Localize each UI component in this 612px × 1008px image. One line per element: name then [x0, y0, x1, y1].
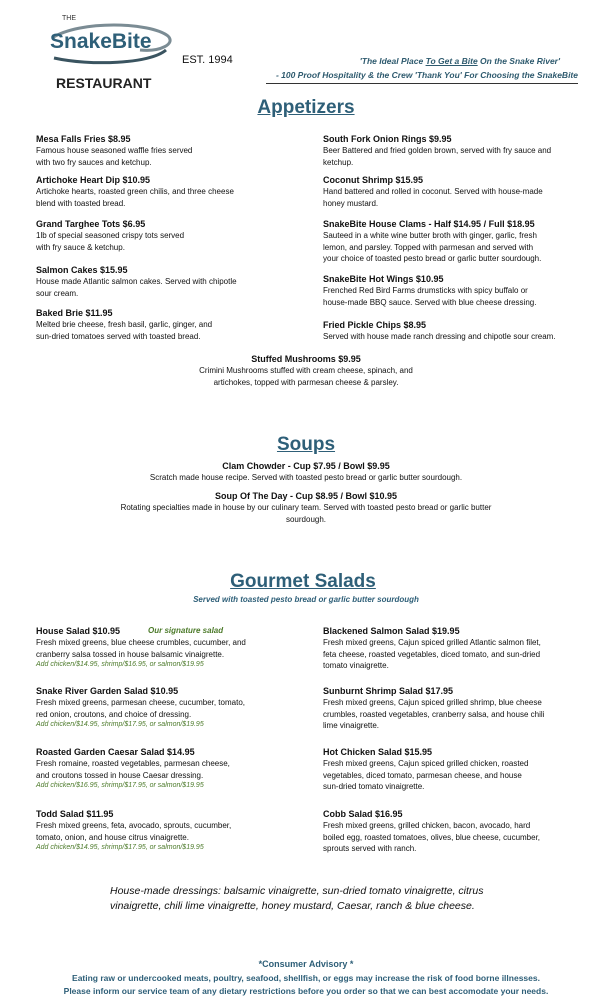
- advisory-line-1: Eating raw or undercooked meats, poultry, seafood, shellfish, or eggs may increase the risk of food borne illnesses.: [72, 973, 540, 983]
- menu-item: Grand Targhee Tots $6.95 1lb of special seasoned crispy tots served with fry sauce & ketchup.: [36, 219, 185, 252]
- menu-item: Soup Of The Day - Cup $8.95 / Bowl $10.95 Rotating specialties made in house by our culinary team. Served with toasted pesto bread or garlic butter sourdough.: [120, 491, 492, 524]
- restaurant-logo: [40, 8, 180, 92]
- menu-item: South Fork Onion Rings $9.95 Beer Battered and fried golden brown, served with fry sauce and ketchup.: [323, 134, 552, 167]
- advisory-title: *Consumer Advisory *: [258, 959, 354, 969]
- menu-item: Roasted Garden Caesar Salad $14.95 Fresh romaine, roasted vegetables, parmesan cheese, and croutons tossed in house Caesar dressing. Add chicken/$16.95, shrimp/$17.95, or salmon/$19.95: [36, 747, 230, 789]
- salads-subtitle: Served with toasted pesto bread or garlic butter sourdough: [193, 595, 419, 604]
- menu-item: Cobb Salad $16.95 Fresh mixed greens, grilled chicken, bacon, avocado, hard boiled egg, roasted tomatoes, olives, blue cheese, cucumber, sprouts served with ranch.: [323, 809, 541, 853]
- menu-item: Stuffed Mushrooms $9.95 Crimini Mushrooms stuffed with cream cheese, spinach, and artichokes, topped with parmesan cheese & parsley.: [199, 354, 413, 387]
- menu-item: Baked Brie $11.95 Melted brie cheese, fresh basil, garlic, ginger, and sun-dried tomatoes served with toasted bread.: [36, 308, 213, 341]
- menu-item: Clam Chowder - Cup $7.95 / Bowl $9.95 Scratch made house recipe. Served with toasted pesto bread or garlic butter sourdough.: [149, 461, 463, 482]
- menu-item: Sunburnt Shrimp Salad $17.95 Fresh mixed greens, Cajun spiced grilled shrimp, blue cheese crumbles, roasted vegetables, cranberry salsa, and house chili lime vinaigrette.: [323, 686, 545, 730]
- menu-item: Fried Pickle Chips $8.95 Served with house made ranch dressing and chipotle sour cream.: [323, 320, 556, 341]
- menu-item: Artichoke Heart Dip $10.95 Artichoke hearts, roasted green chilis, and three cheese blend with toasted bread.: [36, 175, 234, 208]
- menu-item: Blackened Salmon Salad $19.95 Fresh mixed greens, Cajun spiced grilled Atlantic salmon filet, feta cheese, roasted vegetables, diced tomato, and sun-dried tomato vinaigrette.: [323, 626, 541, 670]
- established-year: EST. 1994: [182, 54, 233, 66]
- dressings-note: House-made dressings: balsamic vinaigrette, sun-dried tomato vinaigrette, citrus vinaigrette, chili lime vinaigrette, honey mustard, Caesar, ranch & blue cheese.: [110, 885, 484, 912]
- salads-heading: Gourmet Salads: [230, 571, 376, 592]
- menu-item: Salmon Cakes $15.95 House made Atlantic salmon cakes. Served with chipotle sour cream.: [36, 265, 237, 298]
- menu-item: Snake River Garden Salad $10.95 Fresh mixed greens, parmesan cheese, cucumber, tomato, red onion, croutons, and choice of dressing. Add chicken/$14.95, shrimp/$17.95, or salmon/$19.95: [36, 686, 245, 728]
- logo-name-text: SnakeBite: [50, 30, 152, 53]
- menu-item: SnakeBite Hot Wings $10.95 Frenched Red Bird Farms drumsticks with spicy buffalo or house-made BBQ sauce. Served with blue cheese dressing.: [323, 274, 537, 307]
- menu-item: Todd Salad $11.95 Fresh mixed greens, feta, avocado, sprouts, cucumber, tomato, onion, and house citrus vinaigrette. Add chicken/$14.95, shrimp/$17.95, or salmon/$19.95: [36, 809, 232, 851]
- logo-the-text: THE: [62, 15, 76, 22]
- signature-salad-note: Our signature salad: [148, 626, 224, 635]
- menu-item: House Salad $10.95 Fresh mixed greens, blue cheese crumbles, cucumber, and cranberry salsa tossed in house balsamic vinaigrette. Add chicken/$14.95, shrimp/$16.95, or salmon/$19.95: [36, 626, 246, 668]
- appetizers-heading: Appetizers: [257, 97, 355, 118]
- tagline-primary: 'The Ideal Place To Get a Bite On the Snake River': [359, 56, 560, 66]
- menu-item: Mesa Falls Fries $8.95 Famous house seasoned waffle fries served with two fry sauces and ketchup.: [36, 134, 193, 167]
- menu-item: Hot Chicken Salad $15.95 Fresh mixed greens, Cajun spiced grilled chicken, roasted vegetables, diced tomato, parmesan cheese, and house sun-dried tomato vinaigrette.: [323, 747, 529, 791]
- advisory-line-2: Please inform our service team of any dietary restrictions before you order so that we can best accomodate your needs.: [63, 986, 549, 996]
- menu-item: SnakeBite House Clams - Half $14.95 / Full $18.95 Sauteed in a white wine butter broth with ginger, garlic, fresh lemon, and parsley. Topped with parmesan and served with your choice of toasted pesto bread or garlic butter sourdough.: [323, 219, 542, 263]
- tagline-secondary: - 100 Proof Hospitality & the Crew 'Thank You' For Choosing the SnakeBite: [275, 70, 578, 80]
- soups-heading: Soups: [276, 434, 336, 455]
- header-divider: [266, 83, 578, 84]
- menu-item: Coconut Shrimp $15.95 Hand battered and rolled in coconut. Served with house-made honey mustard.: [323, 175, 543, 208]
- logo-restaurant-text: RESTAURANT: [56, 75, 152, 91]
